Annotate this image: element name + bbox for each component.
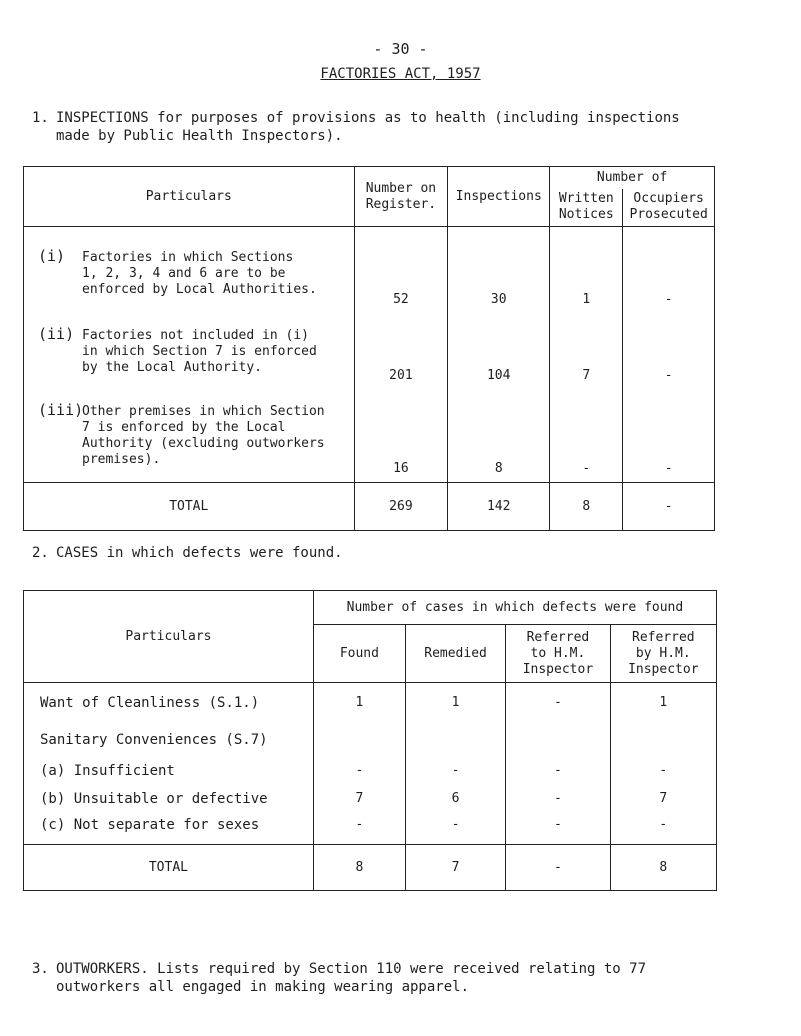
row-label (24, 389, 355, 483)
table-row (24, 723, 717, 757)
row-number: (i) (38, 246, 66, 265)
total-referred-to: - (506, 845, 610, 891)
col-header-number-of: Number of (550, 167, 715, 189)
total-label: TOTAL (24, 483, 355, 531)
cell-register: 201 (354, 313, 448, 389)
total-referred-by: 8 (610, 845, 716, 891)
total-row (24, 483, 715, 531)
cell-found: - (313, 813, 405, 845)
section-3-paragraph (32, 960, 772, 996)
table-row (24, 813, 717, 845)
section-1-heading (32, 109, 772, 145)
section-text: made by Public Health Inspectors). (56, 128, 343, 144)
cell-remedied: 6 (405, 785, 505, 813)
header-line: Referred (526, 629, 590, 645)
col-header-occupiers-prosecuted (623, 189, 715, 227)
row-label (24, 227, 355, 313)
col-header-inspections: Inspections (448, 167, 550, 227)
cell-found (313, 723, 405, 757)
cell-found: 1 (313, 683, 405, 723)
cell-inspections: 104 (448, 313, 550, 389)
row-label (24, 313, 355, 389)
col-header-group: Number of cases in which defects were found (313, 591, 716, 625)
col-header-particulars: Particulars (24, 167, 355, 227)
header-line: by H.M. (635, 645, 691, 661)
cell-referred-by: 1 (610, 683, 716, 723)
cell-register: 52 (354, 227, 448, 313)
row-line: Other premises in which Section (82, 404, 325, 420)
col-header-referred-to (506, 625, 610, 683)
table-row (24, 757, 717, 785)
page-number: - 30 - (373, 40, 428, 58)
cell-remedied: - (405, 757, 505, 785)
cell-referred-to (506, 723, 610, 757)
cell-written-notices: - (550, 389, 623, 483)
total-row (24, 845, 717, 891)
cell-remedied: - (405, 813, 505, 845)
cell-remedied (405, 723, 505, 757)
header-line: Written (558, 191, 614, 207)
header-line: Inspector (628, 661, 699, 677)
row-label: Want of Cleanliness (S.1.) (24, 683, 314, 723)
section-text: OUTWORKERS. Lists required by Section 110 were received relating to 77 (56, 961, 647, 977)
row-line: enforced by Local Authorities. (82, 281, 317, 297)
row-line: Authority (excluding outworkers (82, 436, 325, 452)
page-title: FACTORIES ACT, 1957 (320, 66, 481, 82)
cell-found: - (313, 757, 405, 785)
row-label: (b) Unsuitable or defective (24, 785, 314, 813)
col-header-remedied: Remedied (405, 625, 505, 683)
section-number: 2. (32, 545, 49, 561)
header-line: Occupiers (633, 191, 704, 207)
table-row (24, 313, 715, 389)
cell-referred-to: - (506, 683, 610, 723)
header-line: Notices (558, 207, 614, 223)
row-line: premises). (82, 452, 161, 468)
cell-inspections: 30 (448, 227, 550, 313)
row-label: (c) Not separate for sexes (24, 813, 314, 845)
total-found: 8 (313, 845, 405, 891)
total-label: TOTAL (24, 845, 314, 891)
row-line: Factories not included in (i) (82, 327, 309, 343)
col-header-register (354, 167, 448, 227)
defects-table (23, 590, 717, 891)
total-written-notices: 8 (550, 483, 623, 531)
section-number: 1. (32, 110, 49, 126)
row-line: by the Local Authority. (82, 359, 263, 375)
col-header-referred-by (610, 625, 716, 683)
cell-referred-by (610, 723, 716, 757)
total-inspections: 142 (448, 483, 550, 531)
header-line: Register. (365, 196, 437, 212)
total-prosecuted: - (623, 483, 715, 531)
cell-register: 16 (354, 389, 448, 483)
section-number: 3. (32, 961, 49, 977)
cell-prosecuted: - (623, 313, 715, 389)
row-number: (ii) (38, 324, 75, 343)
section-text: CASES in which defects were found. (56, 545, 343, 561)
row-label: Sanitary Conveniences (S.7) (24, 723, 314, 757)
row-label: (a) Insufficient (24, 757, 314, 785)
col-header-found: Found (313, 625, 405, 683)
table-row (24, 683, 717, 723)
cell-written-notices: 7 (550, 313, 623, 389)
header-line: Referred (632, 629, 695, 645)
cell-prosecuted: - (623, 227, 715, 313)
total-register: 269 (354, 483, 448, 531)
cell-referred-by: - (610, 757, 716, 785)
header-line: Inspector (522, 661, 594, 677)
cell-referred-to: - (506, 785, 610, 813)
inspections-table (23, 166, 715, 531)
row-line: 7 is enforced by the Local (82, 420, 286, 436)
section-text: outworkers all engaged in making wearing apparel. (56, 979, 470, 995)
row-number: (iii) (38, 401, 84, 420)
cell-found: 7 (313, 785, 405, 813)
table-row (24, 785, 717, 813)
cell-prosecuted: - (623, 389, 715, 483)
row-line: 1, 2, 3, 4 and 6 are to be (82, 265, 286, 281)
header-line: to H.M. (530, 645, 586, 661)
section-2-heading (32, 544, 772, 562)
cell-inspections: 8 (448, 389, 550, 483)
cell-remedied: 1 (405, 683, 505, 723)
cell-referred-to: - (506, 813, 610, 845)
section-text: INSPECTIONS for purposes of provisions as to health (including inspections (56, 110, 680, 126)
header-line: Prosecuted (629, 207, 708, 223)
cell-written-notices: 1 (550, 227, 623, 313)
table-row (24, 389, 715, 483)
row-line: Factories in which Sections (82, 249, 294, 265)
cell-referred-by: - (610, 813, 716, 845)
cell-referred-to: - (506, 757, 610, 785)
col-header-particulars: Particulars (24, 591, 314, 683)
row-line: in which Section 7 is enforced (82, 343, 317, 359)
cell-referred-by: 7 (610, 785, 716, 813)
table-row (24, 227, 715, 313)
header-line: Number on (365, 180, 437, 196)
col-header-written-notices (550, 189, 623, 227)
total-remedied: 7 (405, 845, 505, 891)
